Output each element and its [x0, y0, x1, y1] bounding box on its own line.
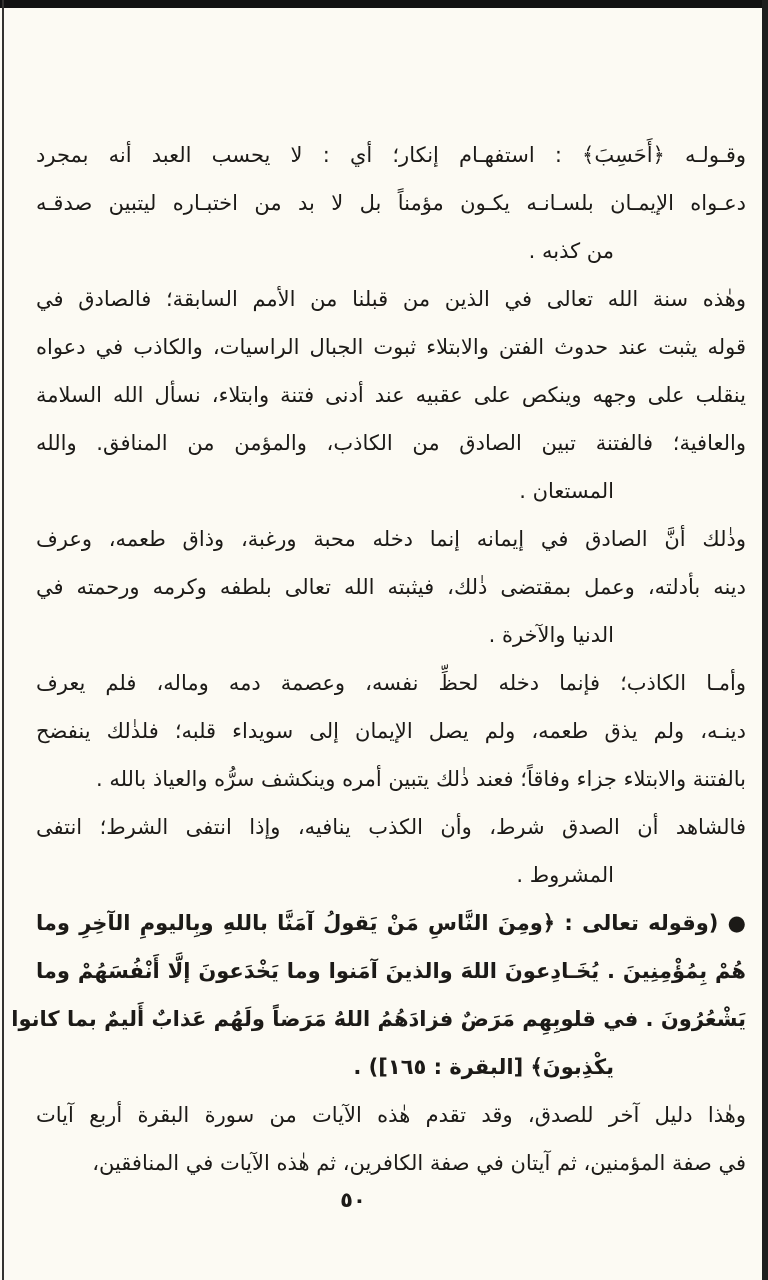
scan-right-edge-bar [762, 0, 768, 1280]
paragraph [36, 275, 746, 515]
page-content [11, 131, 746, 1187]
page-number: ٥٠ [340, 1188, 366, 1212]
text-line: والعافية؛ فالفتنة تبين الصادق من الكاذب، والمؤمن من المنافق. والله [36, 431, 746, 455]
text-line: المستعان . [519, 479, 614, 503]
text-line: يكْذِبونَ﴾ [البقرة : ١٦٥]) . [353, 1055, 614, 1079]
text-line: الدنيا والآخرة . [488, 623, 614, 647]
text-line: يَشْعُرُونَ . في قلوبِهِم مَرَضٌ فزادَهُمُ اللهُ مَرَضاً ولَهُم عَذابٌ أَليمٌ بما كانوا [11, 1007, 746, 1031]
text-line: وقـولـه ﴿أَحَسِبَ﴾ : استفهـام إنكار؛ أي : لا يحسب العبد أنه بمجرد [36, 143, 746, 167]
text-line: هُمْ بِمُؤْمِنِينَ . يُخَـادِعونَ اللهَ والذينَ آمَنوا وما يَخْدَعونَ إلَّا أَنْفُسَهُمْ وما [36, 959, 746, 983]
text-line: دينه بأدلته، وعمل بمقتضى ذٰلك، فيثبته الله تعالى بلطفه وكرمه ورحمته في [36, 575, 746, 599]
text-line: وهٰذه سنة الله تعالى في الذين من قبلنا من الأمم السابقة؛ فالصادق في [36, 287, 746, 311]
text-line: دعـواه الإيمـان بلسـانـه يكـون مؤمناً بل لا بد من اختبـاره ليتبين صدقـه [36, 191, 746, 215]
text-line: ● (وقوله تعالى : ﴿ومِنَ النَّاسِ مَنْ يَقولُ آمَنَّا باللهِ وبِاليومِ الآخِرِ وما [36, 911, 746, 935]
text-line: من كذبه . [528, 239, 614, 263]
text-line: قوله يثبت عند حدوث الفتن والابتلاء ثبوت الجبال الراسيات، والكاذب في دعواه [36, 335, 746, 359]
paragraph [36, 1091, 746, 1187]
scan-top-edge-bar [0, 0, 768, 8]
scan-left-edge-line [2, 0, 4, 1280]
paragraph [36, 803, 746, 899]
text-line: وذٰلك أنَّ الصادق في إيمانه إنما دخله محبة ورغبة، وذاق طعمه، وعرف [36, 527, 746, 551]
text-line: المشروط . [516, 863, 614, 887]
paragraph [36, 659, 746, 803]
text-line: في صفة المؤمنين، ثم آيتان في صفة الكافرين، ثم هٰذه الآيات في المنافقين، [92, 1151, 746, 1175]
text-line: بالفتنة والابتلاء جزاء وفاقاً؛ فعند ذٰلك يتبين أمره وينكشف سرُّه والعياذ بالله . [96, 767, 746, 791]
text-line: وهٰذا دليل آخر للصدق، وقد تقدم هٰذه الآيات من سورة البقرة أربع آيات [36, 1103, 746, 1127]
paragraph [36, 515, 746, 659]
quran-verse-paragraph [11, 899, 746, 1091]
text-line: دينـه، ولم يذق طعمه، ولم يصل الإيمان إلى سويداء قلبه؛ فلذٰلك ينفضح [36, 719, 746, 743]
text-line: ينقلب على وجهه وينكص على عقبيه عند أدنى فتنة وابتلاء، نسأل الله السلامة [36, 383, 746, 407]
paragraph [36, 131, 746, 275]
text-line: وأمـا الكاذب؛ فإنما دخله لحظِّ نفسه، وعصمة دمه وماله، فلم يعرف [36, 671, 746, 695]
text-line: فالشاهد أن الصدق شرط، وأن الكذب ينافيه، وإذا انتفى الشرط؛ انتفى [36, 815, 746, 839]
